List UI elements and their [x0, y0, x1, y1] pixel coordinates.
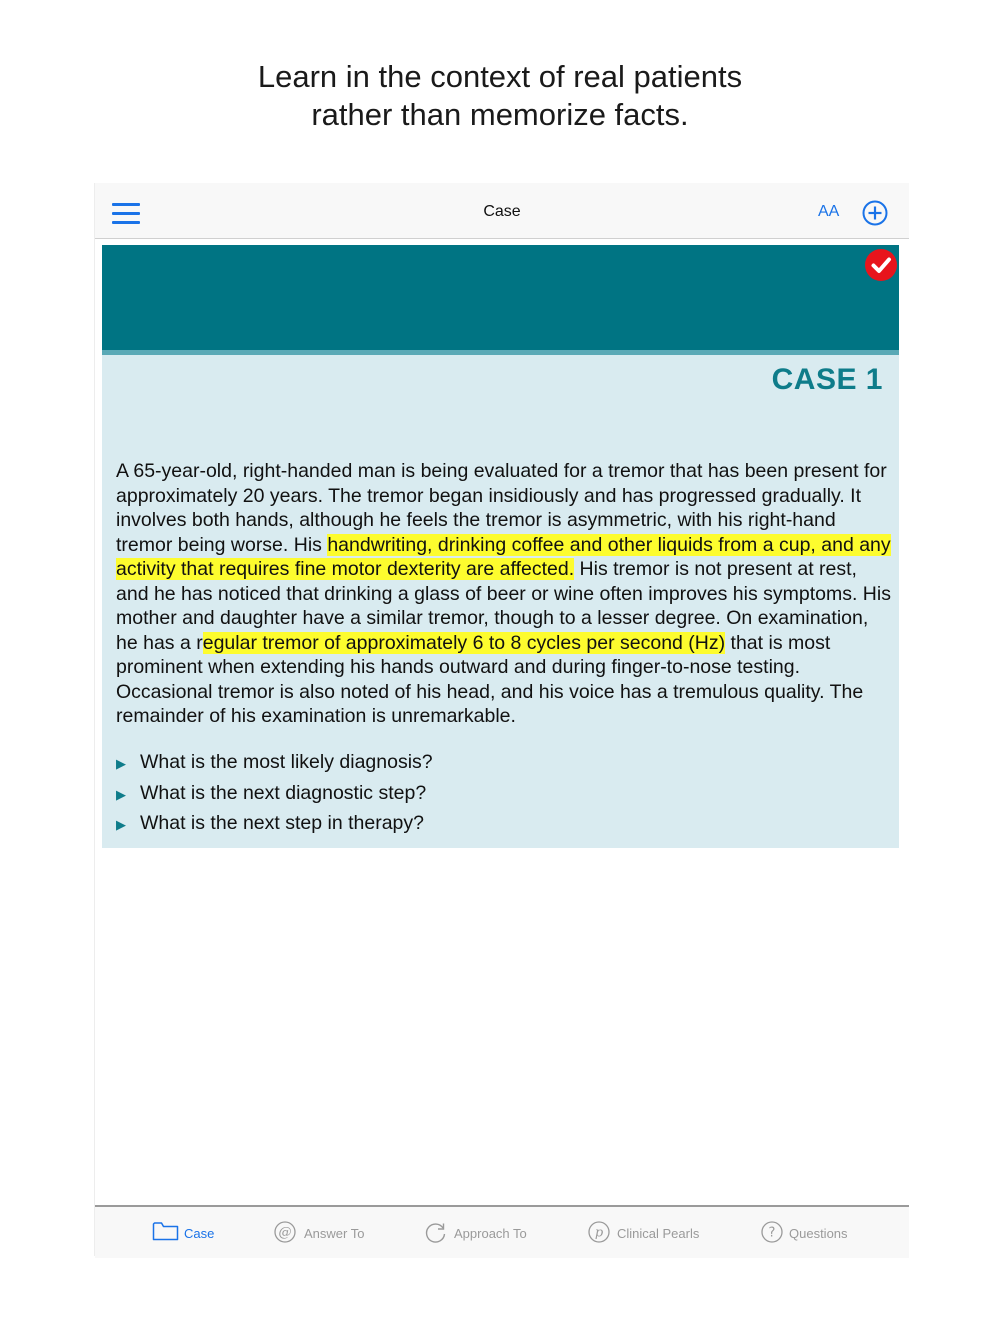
bullet-arrow-icon: ▶ — [116, 817, 126, 832]
p-circle-icon — [587, 1221, 611, 1245]
question-text: What is the most likely diagnosis? — [140, 751, 433, 773]
svg-text:p: p — [594, 1225, 604, 1241]
tab-label: Questions — [789, 1226, 848, 1241]
app-screen — [94, 183, 909, 1256]
tab-label: Approach To — [454, 1226, 527, 1241]
tab-case[interactable] — [152, 1221, 232, 1245]
question-list — [116, 748, 876, 840]
promo-line-2: rather than memorize facts. — [311, 97, 689, 132]
highlighted-text-1: handwriting, drinking coffee and other liquids from a cup, and any activity that requires fine motor dexterity are affected. — [116, 533, 891, 580]
question-text: What is the next step in therapy? — [140, 812, 424, 834]
plus-circle-icon[interactable] — [862, 200, 888, 226]
bullet-arrow-icon: ▶ — [116, 756, 126, 771]
list-item — [116, 779, 876, 810]
tab-approach-to[interactable] — [424, 1221, 544, 1245]
case-text-part-1: A 65-year-old, right-handed man is being evaluated for a tremor that has been present for approximately 20 years. The tremor began insidiously and has progressed gradually. It involves both hands, although he feels the tremor is asymmetric, with his right-hand tremor being worse. His — [116, 460, 887, 556]
at-sign-icon — [273, 1221, 297, 1245]
case-description — [116, 459, 891, 729]
promo-caption — [0, 58, 1000, 134]
tab-label: Case — [184, 1226, 215, 1241]
banner-divider — [102, 350, 899, 355]
svg-text:?: ? — [768, 1225, 776, 1241]
tab-bar — [95, 1205, 909, 1258]
checkmark-badge-icon[interactable] — [864, 248, 898, 282]
question-text: What is the next diagnostic step? — [140, 781, 427, 804]
case-heading: CASE 1 — [771, 363, 883, 396]
bullet-arrow-icon: ▶ — [116, 786, 126, 802]
highlighted-text-2: egular tremor of approximately 6 to 8 cycles per second (Hz) — [202, 631, 726, 654]
tab-questions[interactable] — [760, 1221, 870, 1245]
case-banner — [102, 245, 899, 350]
font-size-button[interactable]: AA — [818, 203, 840, 220]
navigation-bar — [95, 183, 909, 239]
folder-icon — [152, 1221, 179, 1241]
tab-answer-to[interactable] — [273, 1221, 383, 1245]
case-text-part-2: His tremor is not present at rest, and he has noticed that drinking a glass of beer or wine often improves his symptoms. His mother and daughter have a similar tremor, though to a lesser degree. On examination, he has a r — [116, 558, 891, 654]
list-item — [116, 809, 876, 840]
list-item — [116, 748, 876, 779]
tab-clinical-pearls[interactable] — [587, 1221, 717, 1245]
svg-text:@: @ — [278, 1225, 292, 1241]
case-card — [102, 245, 899, 848]
case-text-part-3: that is most prominent when extending his hands outward and during finger-to-nose testing. Occasional tremor is also noted of his head, and his voice has a tremulous quality. The remainder of his examination is unremarkable. — [116, 631, 864, 727]
page-title: Case — [483, 203, 521, 220]
question-circle-icon — [760, 1221, 784, 1245]
promo-line-1: Learn in the context of real patients — [257, 59, 743, 94]
refresh-arrow-icon — [424, 1221, 448, 1245]
tab-label: Answer To — [304, 1226, 365, 1241]
tab-label: Clinical Pearls — [617, 1226, 700, 1241]
